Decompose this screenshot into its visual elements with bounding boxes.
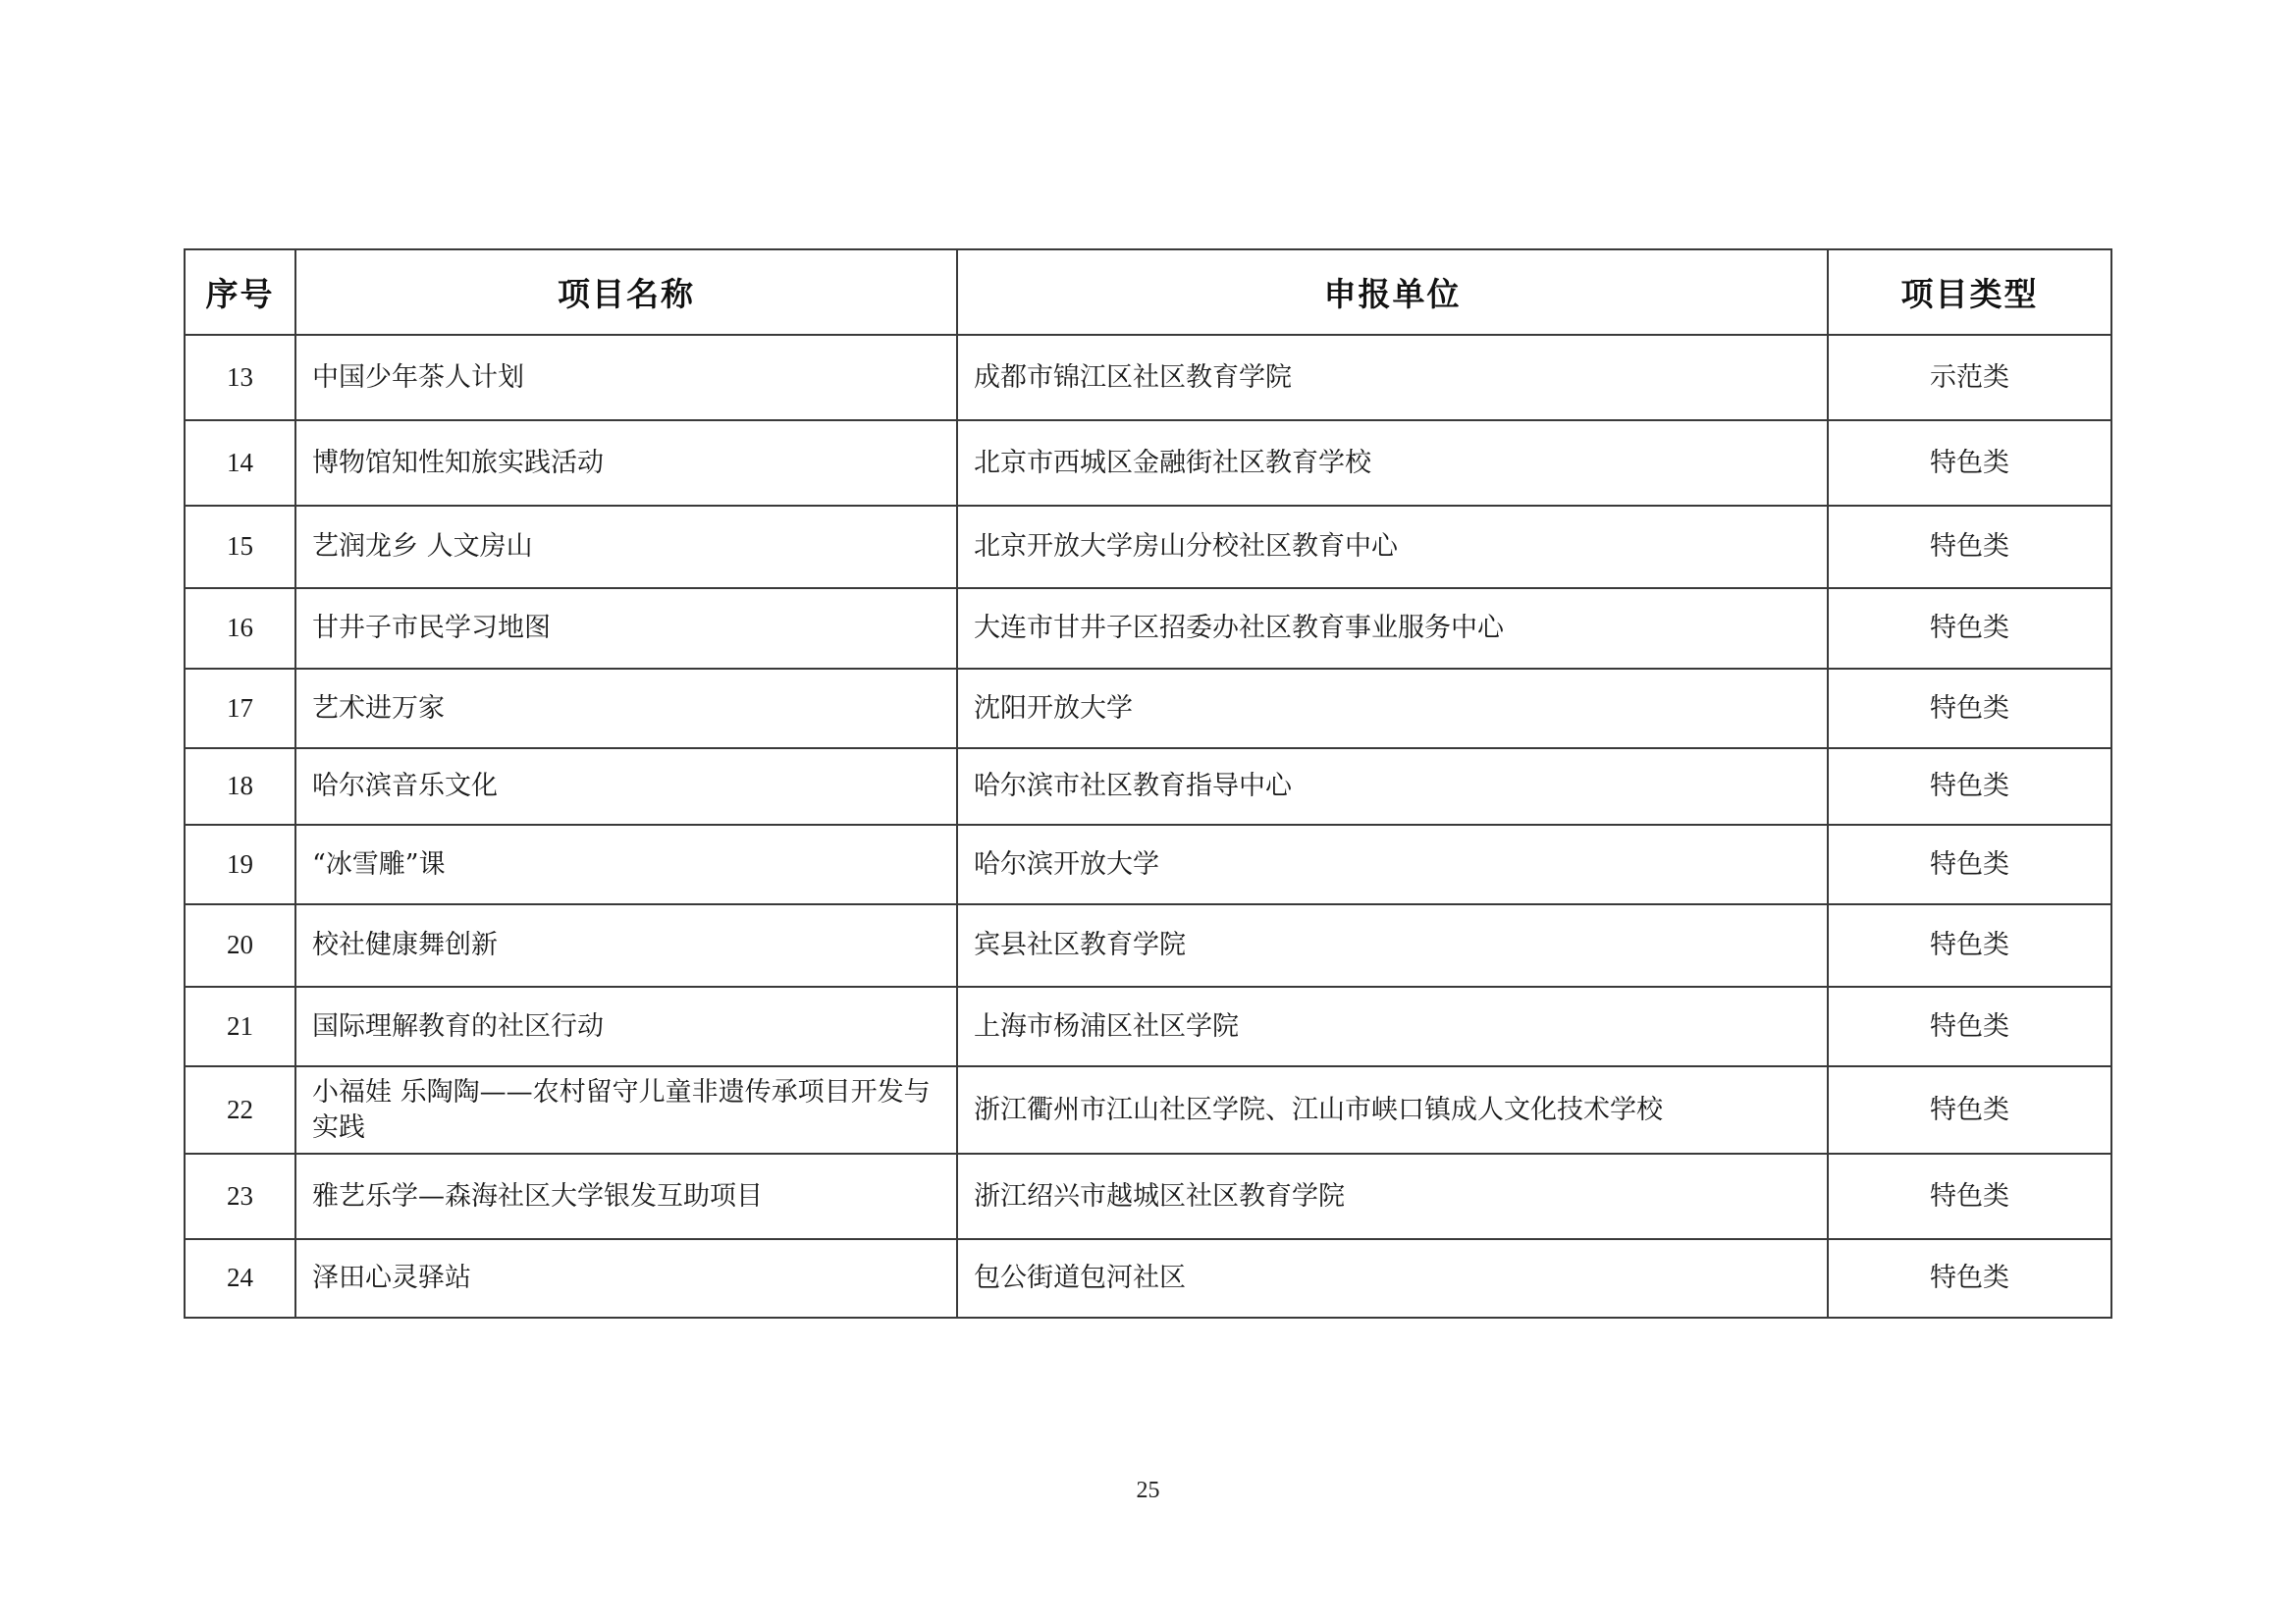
cell-no: 13 — [185, 335, 295, 420]
cell-unit: 北京开放大学房山分校社区教育中心 — [957, 506, 1828, 588]
page-number: 25 — [1136, 1478, 1160, 1503]
cell-unit: 宾县社区教育学院 — [957, 904, 1828, 987]
cell-unit: 哈尔滨市社区教育指导中心 — [957, 748, 1828, 825]
cell-unit: 上海市杨浦区社区学院 — [957, 987, 1828, 1066]
cell-name: 中国少年茶人计划 — [295, 335, 957, 420]
project-table — [184, 248, 2112, 1319]
cell-no: 16 — [185, 588, 295, 669]
cell-no: 20 — [185, 904, 295, 987]
cell-no: 22 — [185, 1066, 295, 1154]
cell-type: 特色类 — [1828, 506, 2111, 588]
cell-name: 艺术进万家 — [295, 669, 957, 748]
cell-type: 特色类 — [1828, 748, 2111, 825]
table-row — [185, 1154, 2111, 1239]
cell-unit: 包公街道包河社区 — [957, 1239, 1828, 1318]
cell-type: 特色类 — [1828, 904, 2111, 987]
cell-type: 特色类 — [1828, 588, 2111, 669]
cell-name: 雅艺乐学—森海社区大学银发互助项目 — [295, 1154, 957, 1239]
cell-name: 哈尔滨音乐文化 — [295, 748, 957, 825]
cell-unit: 沈阳开放大学 — [957, 669, 1828, 748]
table-row — [185, 825, 2111, 904]
cell-type: 特色类 — [1828, 669, 2111, 748]
header-name: 项目名称 — [295, 249, 957, 335]
header-unit: 申报单位 — [957, 249, 1828, 335]
table-row — [185, 1066, 2111, 1154]
cell-name: 博物馆知性知旅实践活动 — [295, 420, 957, 506]
header-type: 项目类型 — [1828, 249, 2111, 335]
table-row — [185, 1239, 2111, 1318]
cell-type: 特色类 — [1828, 1154, 2111, 1239]
cell-name: 艺润龙乡 人文房山 — [295, 506, 957, 588]
cell-type: 特色类 — [1828, 1239, 2111, 1318]
cell-name: 泽田心灵驿站 — [295, 1239, 957, 1318]
cell-unit: 浙江绍兴市越城区社区教育学院 — [957, 1154, 1828, 1239]
table-row — [185, 987, 2111, 1066]
cell-no: 15 — [185, 506, 295, 588]
cell-unit: 浙江衢州市江山社区学院、江山市峡口镇成人文化技术学校 — [957, 1066, 1828, 1154]
table-row — [185, 420, 2111, 506]
cell-name: 校社健康舞创新 — [295, 904, 957, 987]
cell-no: 14 — [185, 420, 295, 506]
cell-type: 特色类 — [1828, 1066, 2111, 1154]
cell-no: 17 — [185, 669, 295, 748]
cell-no: 21 — [185, 987, 295, 1066]
table-header-row — [185, 249, 2111, 335]
cell-unit: 北京市西城区金融街社区教育学校 — [957, 420, 1828, 506]
table-row — [185, 506, 2111, 588]
cell-no: 18 — [185, 748, 295, 825]
cell-type: 特色类 — [1828, 825, 2111, 904]
cell-name: “冰雪雕”课 — [295, 825, 957, 904]
table-row — [185, 748, 2111, 825]
cell-name: 甘井子市民学习地图 — [295, 588, 957, 669]
cell-no: 24 — [185, 1239, 295, 1318]
cell-type: 示范类 — [1828, 335, 2111, 420]
header-no: 序号 — [185, 249, 295, 335]
table-row — [185, 669, 2111, 748]
cell-name: 小福娃 乐陶陶——农村留守儿童非遗传承项目开发与实践 — [295, 1066, 957, 1154]
cell-no: 23 — [185, 1154, 295, 1239]
cell-name: 国际理解教育的社区行动 — [295, 987, 957, 1066]
cell-type: 特色类 — [1828, 987, 2111, 1066]
cell-type: 特色类 — [1828, 420, 2111, 506]
table-row — [185, 335, 2111, 420]
cell-no: 19 — [185, 825, 295, 904]
table-row — [185, 904, 2111, 987]
cell-unit: 大连市甘井子区招委办社区教育事业服务中心 — [957, 588, 1828, 669]
cell-unit: 成都市锦江区社区教育学院 — [957, 335, 1828, 420]
cell-unit: 哈尔滨开放大学 — [957, 825, 1828, 904]
table-row — [185, 588, 2111, 669]
